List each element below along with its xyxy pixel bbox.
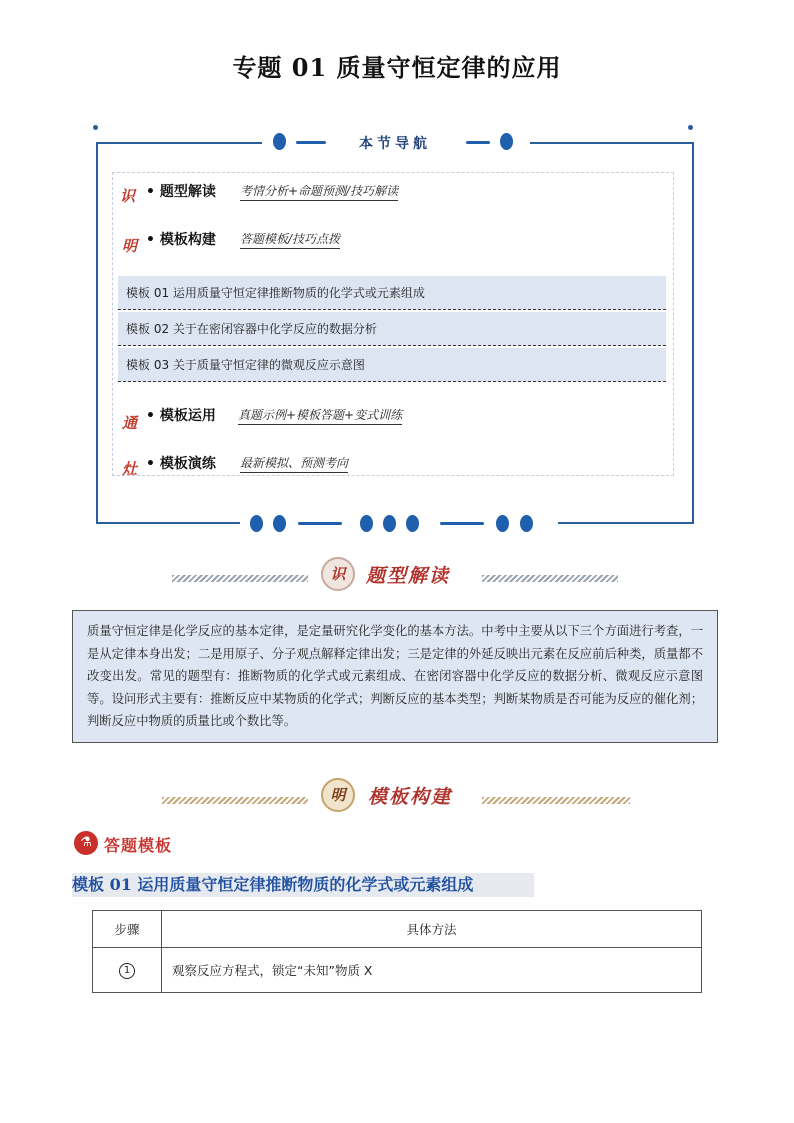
section-badge: 识 bbox=[321, 557, 355, 591]
nav-item-label[interactable]: • 模板构建 bbox=[146, 232, 216, 248]
side-glyph: 明 bbox=[122, 237, 138, 255]
table-header-cell: 步骤 bbox=[93, 911, 162, 948]
section-stripe bbox=[482, 575, 618, 582]
section-stripe bbox=[162, 797, 308, 804]
nav-template-link[interactable]: 模板 02 关于在密闭容器中化学反应的数据分析 bbox=[118, 312, 666, 346]
flask-icon: ⚗ bbox=[74, 831, 98, 855]
section-stripe bbox=[482, 797, 630, 804]
template-heading: 模板 01 运用质量守恒定律推断物质的化学式或元素组成 bbox=[72, 873, 534, 897]
nav-item-desc: 真题示例+模板答题+变式训练 bbox=[238, 406, 402, 425]
step-number-cell bbox=[93, 948, 162, 993]
nav-item-label[interactable]: • 模板运用 bbox=[146, 408, 216, 424]
dot-ornament bbox=[383, 515, 396, 532]
nav-item-label[interactable]: • 模板演练 bbox=[146, 456, 216, 472]
steps-table bbox=[92, 910, 702, 993]
dot-ornament bbox=[250, 515, 263, 532]
side-glyph: 通 bbox=[122, 414, 138, 432]
answer-template-tag: 答题模板 bbox=[104, 836, 173, 855]
dash-ornament bbox=[440, 522, 484, 525]
nav-item-desc: 最新模拟、预测考向 bbox=[240, 454, 348, 473]
dot-ornament bbox=[500, 133, 513, 150]
dot-ornament bbox=[520, 515, 533, 532]
dot-ornament bbox=[406, 515, 419, 532]
corner-dot bbox=[688, 125, 693, 130]
dash-ornament bbox=[296, 141, 326, 144]
nav-template-link[interactable]: 模板 01 运用质量守恒定律推断物质的化学式或元素组成 bbox=[118, 276, 666, 310]
dot-ornament bbox=[496, 515, 509, 532]
section-title: 模板构建 bbox=[368, 786, 453, 808]
step-method-cell: 观察反应方程式，锁定“未知”物质 X bbox=[162, 948, 702, 993]
table-row bbox=[93, 948, 702, 993]
dash-ornament bbox=[298, 522, 342, 525]
nav-footer-band bbox=[240, 512, 558, 534]
table-header-row bbox=[93, 911, 702, 948]
corner-dot bbox=[93, 125, 98, 130]
dash-ornament bbox=[466, 141, 490, 144]
dot-ornament bbox=[273, 133, 286, 150]
section-badge: 明 bbox=[321, 778, 355, 812]
section-title: 题型解读 bbox=[366, 565, 451, 587]
dot-ornament bbox=[360, 515, 373, 532]
nav-template-link[interactable]: 模板 03 关于质量守恒定律的微观反应示意图 bbox=[118, 348, 666, 382]
table-header-cell: 具体方法 bbox=[162, 911, 702, 948]
section-stripe bbox=[172, 575, 308, 582]
intro-text-box: 质量守恒定律是化学反应的基本定律，是定量研究化学变化的基本方法。中考中主要从以下三个方面进行考查，一是从定律本身出发；二是用原子、分子观点解释定律出发；三是定律的外延反映出元素在反应前后种类，质量都不改变出发。常见的题型有：推断物质的化学式或元素组成、在密闭容器中化学反应的数据分析、微观反应示意图等。设问形式主要有：推断反应中某物质的化学式；判断反应的基本类型；判断某物质是否可能为反应的催化剂；判断反应中物质的质量比或个数比等。 bbox=[72, 610, 718, 743]
side-glyph: 灶 bbox=[122, 460, 138, 478]
dot-ornament bbox=[273, 515, 286, 532]
step-number: 1 bbox=[119, 963, 135, 979]
nav-item-desc: 答题模板/技巧点拨 bbox=[240, 230, 340, 249]
nav-header: 本节导航 bbox=[359, 136, 431, 152]
page-title: 专题 01 质量守恒定律的应用 bbox=[232, 53, 562, 82]
nav-item-desc: 考情分析+命题预测/技巧解读 bbox=[240, 182, 398, 201]
nav-item-label[interactable]: • 题型解读 bbox=[146, 184, 216, 200]
side-glyph: 识 bbox=[120, 187, 136, 205]
